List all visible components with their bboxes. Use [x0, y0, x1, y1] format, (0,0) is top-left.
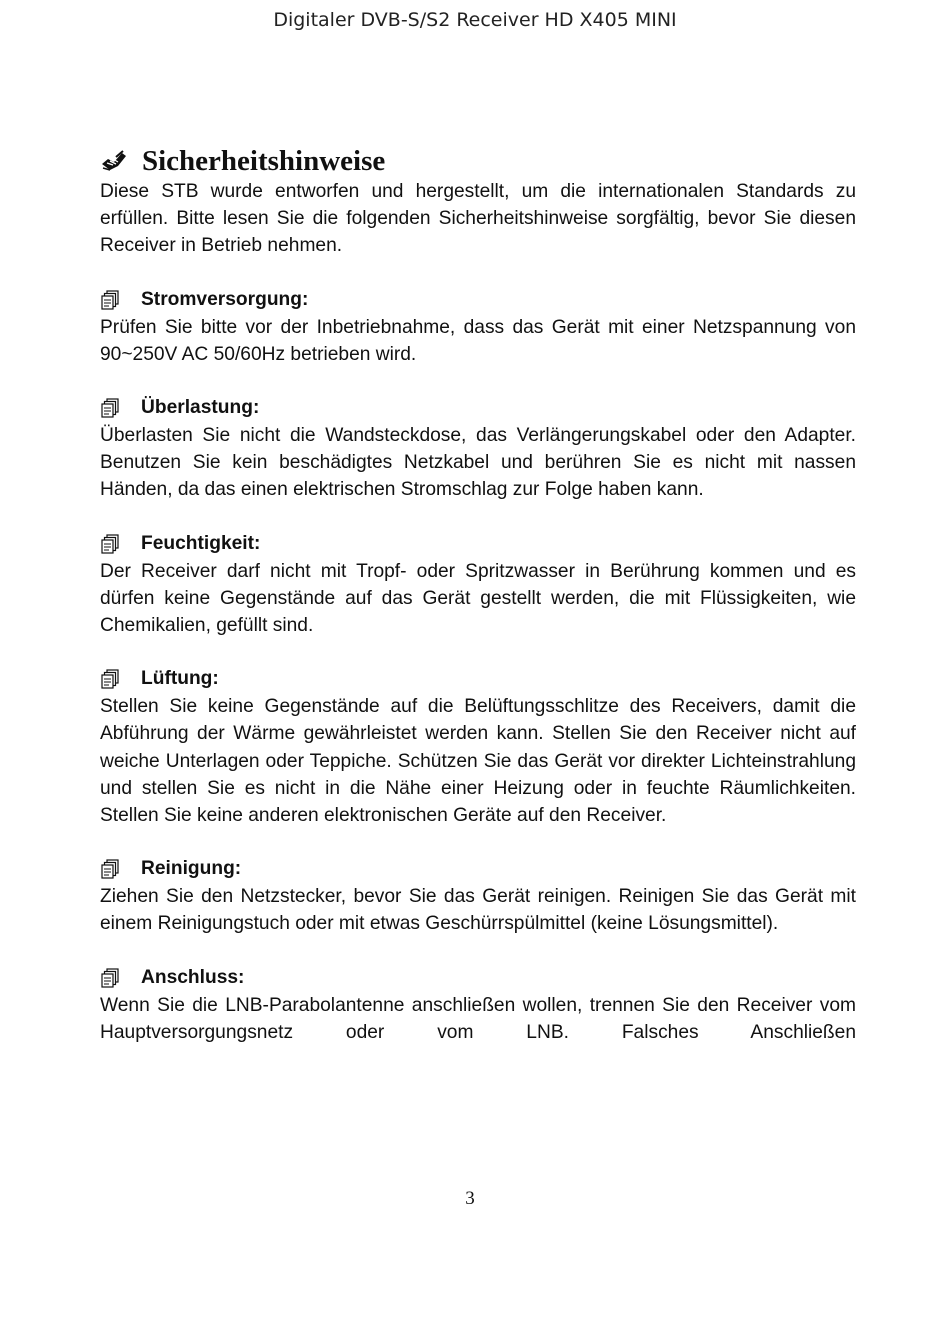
section-heading: Reinigung: — [141, 858, 242, 880]
note-pages-icon — [101, 669, 121, 689]
section-heading-row — [100, 855, 856, 883]
section-heading: Überlastung: — [141, 397, 260, 419]
section-heading: Lüftung: — [141, 668, 219, 690]
section-title-row — [100, 140, 856, 182]
section-paragraph: Überlasten Sie nicht die Wandsteckdose, das Verlängerungskabel oder den Adapter. Benutzen Sie kein beschädigtes Netzkabel und berühren Sie es nicht mit nassen Händen, da das einen elektrischen Stromschlag zur Folge haben kann. — [100, 425, 856, 501]
section-heading: Anschluss: — [141, 966, 245, 988]
running-header: Digitaler DVB-S/S2 Receiver HD X405 MINI — [273, 9, 677, 31]
writing-hand-icon — [101, 150, 127, 172]
section-reinigung — [100, 855, 856, 937]
section-anschluss — [100, 964, 856, 1046]
note-pages-icon — [101, 290, 121, 310]
page-title: Sicherheitshinweise — [142, 144, 386, 177]
section-lueftung — [100, 665, 856, 829]
page-number: 3 — [465, 1188, 475, 1209]
section-paragraph: Ziehen Sie den Netzstecker, bevor Sie das Gerät reinigen. Reinigen Sie das Gerät mit einem Reinigungstuch oder mit etwas Geschürrspülmittel (keine Lösungsmittel). — [100, 886, 856, 935]
section-heading-row — [100, 530, 856, 558]
section-paragraph: Prüfen Sie bitte vor der Inbetriebnahme, dass das Gerät mit einer Netzspannung von 90~250V AC 50/60Hz betrieben wird. — [100, 316, 856, 365]
section-heading-row — [100, 286, 856, 314]
section-heading-row — [100, 665, 856, 693]
section-heading-row — [100, 394, 856, 422]
note-pages-icon — [101, 398, 121, 418]
section-heading-row — [100, 964, 856, 992]
section-feuchtigkeit — [100, 530, 856, 640]
section-paragraph: Wenn Sie die LNB-Parabolantenne anschließen wollen, trennen Sie den Receiver vom Hauptversorgungsnetz oder vom LNB. Falsches Anschließen — [100, 994, 856, 1043]
note-pages-icon — [101, 968, 121, 988]
document-body — [100, 140, 856, 1046]
section-heading: Stromversorgung: — [141, 288, 309, 310]
section-heading: Feuchtigkeit: — [141, 532, 261, 554]
intro-paragraph: Diese STB wurde entworfen und hergestellt, um die internationalen Standards zu erfüllen. Bitte lesen Sie die folgenden Sicherheitshinweise sorgfältig, bevor Sie diesen Receiver in Betrieb nehmen. — [100, 181, 856, 257]
section-stromversorgung — [100, 286, 856, 368]
note-pages-icon — [101, 859, 121, 879]
section-paragraph: Stellen Sie keine Gegenstände auf die Belüftungsschlitze des Receivers, damit die Abführung der Wärme gewährleistet werden kann. Stellen Sie den Receiver nicht auf weiche Unterlagen oder Teppiche. Schützen Sie das Gerät vor direkter Lichteinstrahlung und stellen Sie es nicht in die Nähe einer Heizung oder in feuchte Räumlichkeiten. Stellen Sie keine anderen elektronischen Geräte auf den Receiver. — [100, 696, 856, 827]
note-pages-icon — [101, 534, 121, 554]
section-ueberlastung — [100, 394, 856, 504]
section-paragraph: Der Receiver darf nicht mit Tropf- oder Spritzwasser in Berührung kommen und es dürfen keine Gegenstände auf das Gerät gestellt werden, die mit Flüssigkeiten, wie Chemikalien, gefüllt sind. — [100, 560, 856, 637]
